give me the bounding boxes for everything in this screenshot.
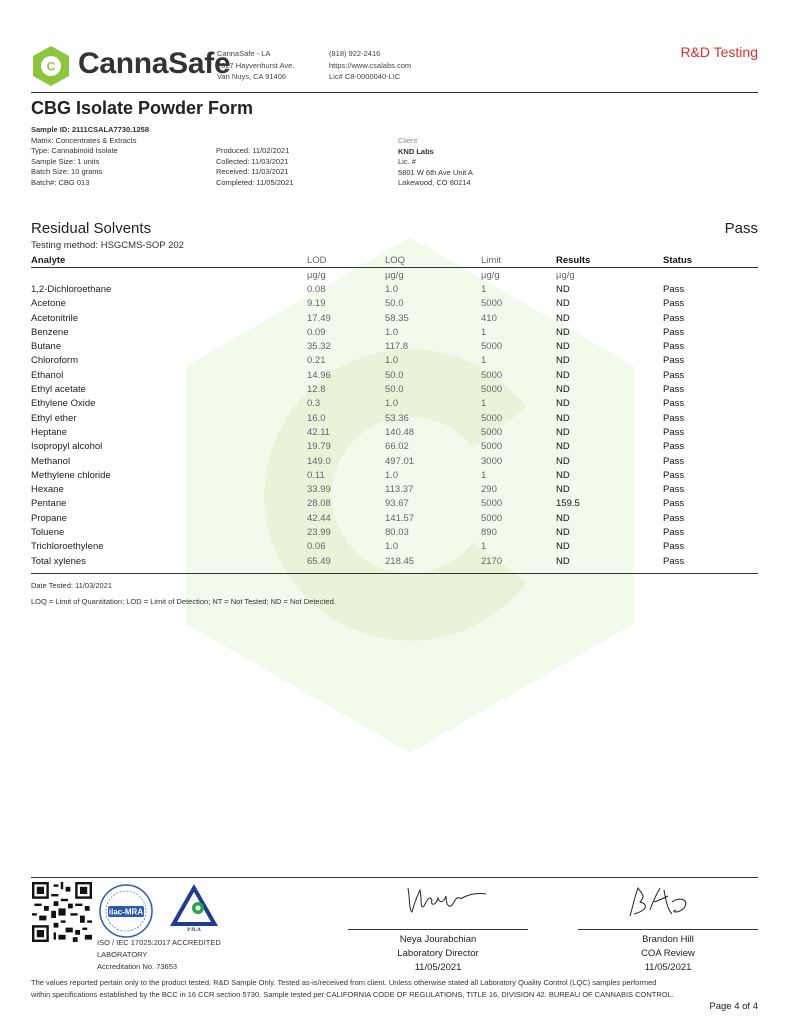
cell-limit: 5000 bbox=[481, 498, 503, 510]
lab-license: Lic# C8-0000040-LIC bbox=[329, 72, 401, 81]
cell-lod: 17.49 bbox=[307, 312, 331, 324]
abbreviation-legend: LOQ = Limit of Quantitation; LOD = Limit of Detection; NT = Not Tested; ND = Not Detected. bbox=[31, 597, 336, 606]
cell-lod: 35.32 bbox=[307, 341, 331, 353]
cell-loq: 58.35 bbox=[385, 312, 409, 324]
cell-analyte: Heptane bbox=[31, 426, 67, 438]
cell-limit: 1 bbox=[481, 355, 487, 367]
disclaimer bbox=[31, 977, 761, 1000]
cell-analyte: Methanol bbox=[31, 455, 71, 467]
ilac-mra-seal-icon bbox=[98, 883, 154, 939]
client-license: Lic. # bbox=[398, 157, 416, 166]
cell-limit: 890 bbox=[481, 526, 497, 538]
signatory-2-date: 11/05/2021 bbox=[644, 962, 692, 973]
cell-status: Pass bbox=[663, 426, 685, 438]
cell-limit: 290 bbox=[481, 484, 497, 496]
cell-status: Pass bbox=[663, 526, 685, 538]
table-row bbox=[31, 368, 758, 382]
cell-lod: 33.99 bbox=[307, 484, 331, 496]
col-loq: LOQ bbox=[385, 253, 481, 268]
sample-size: Sample Size: 1 units bbox=[31, 156, 100, 166]
lab-city: Van Nuys, CA 91406 bbox=[217, 72, 287, 81]
cell-analyte: Butane bbox=[31, 341, 62, 353]
cell-status: Pass bbox=[663, 555, 685, 567]
cell-loq: 93.67 bbox=[385, 498, 409, 510]
client-name: KND Labs bbox=[398, 146, 434, 156]
cell-limit: 1 bbox=[481, 469, 487, 481]
cell-lod: 0.06 bbox=[307, 541, 326, 553]
cell-status: Pass bbox=[663, 326, 685, 338]
logo-letter: C bbox=[46, 59, 56, 74]
lab-phone: (818) 922-2416 bbox=[329, 49, 381, 58]
cell-result: ND bbox=[556, 369, 570, 381]
cell-status: Pass bbox=[663, 512, 685, 524]
cell-status: Pass bbox=[663, 298, 685, 310]
lab-street: 7027 Hayvenhurst Ave. bbox=[217, 60, 295, 70]
cell-lod: 12.8 bbox=[307, 384, 326, 396]
cell-status: Pass bbox=[663, 412, 685, 424]
cell-loq: 113.37 bbox=[385, 484, 414, 496]
cell-result: ND bbox=[556, 398, 570, 410]
cell-lod: 19.79 bbox=[307, 441, 331, 453]
cell-result: 159.5 bbox=[556, 498, 580, 510]
header-divider bbox=[31, 92, 758, 93]
cell-status: Pass bbox=[663, 283, 685, 295]
cell-status: Pass bbox=[663, 341, 685, 353]
sample-matrix: Matrix: Concentrates & Extracts bbox=[31, 135, 137, 145]
col-lod: LOD bbox=[307, 253, 385, 268]
table-row bbox=[31, 397, 758, 411]
cell-loq: 1.0 bbox=[385, 283, 399, 295]
cell-analyte: Methylene chloride bbox=[31, 469, 111, 481]
cell-limit: 5000 bbox=[481, 412, 503, 424]
cell-analyte: Acetonitrile bbox=[31, 312, 78, 324]
cell-limit: 5000 bbox=[481, 384, 503, 396]
client-info bbox=[398, 136, 473, 189]
signature-line-2 bbox=[578, 929, 758, 930]
date-received: Received: 11/03/2021 bbox=[216, 167, 289, 176]
col-status: Status bbox=[663, 253, 758, 268]
cell-limit: 5000 bbox=[481, 426, 503, 438]
cell-result: ND bbox=[556, 484, 570, 496]
footer-divider bbox=[31, 877, 758, 878]
cell-analyte: Toluene bbox=[31, 526, 65, 538]
table-bottom-divider bbox=[31, 573, 758, 574]
cell-lod: 0.21 bbox=[307, 355, 326, 367]
lab-contact bbox=[329, 48, 411, 83]
qr-code-icon[interactable] bbox=[32, 882, 92, 942]
cell-result: ND bbox=[556, 441, 570, 453]
cell-limit: 5000 bbox=[481, 512, 503, 524]
cell-loq: 50.0 bbox=[385, 298, 404, 310]
cell-result: ND bbox=[556, 526, 570, 538]
cell-limit: 1 bbox=[481, 283, 487, 295]
accreditation-line3: Accreditation No. 73653 bbox=[97, 962, 178, 971]
cell-loq: 218.45 bbox=[385, 555, 415, 567]
cell-loq: 1.0 bbox=[385, 326, 399, 338]
cell-loq: 66.02 bbox=[385, 441, 409, 453]
cell-result: ND bbox=[556, 412, 570, 424]
cell-analyte: Propane bbox=[31, 512, 67, 524]
cell-analyte: Ethyl ether bbox=[31, 412, 77, 424]
cell-limit: 3000 bbox=[481, 455, 503, 467]
signatory-1-date: 11/05/2021 bbox=[414, 962, 462, 973]
cannasafe-logo-icon bbox=[31, 45, 71, 87]
cell-loq: 140.48 bbox=[385, 426, 415, 438]
unit-results: µg/g bbox=[556, 269, 575, 281]
disclaimer-line2: within specifications established by the BCC in 16 CCR section 5730. Sample tested per CALIFORNIA CODE OF REGULATIONS, TITLE 16, DIVISION 42. BUREAU OF CANNABIS CONTROL. bbox=[31, 989, 674, 999]
cell-lod: 16.0 bbox=[307, 412, 326, 424]
cell-limit: 1 bbox=[481, 398, 487, 410]
table-row bbox=[31, 440, 758, 454]
col-results: Results bbox=[556, 253, 663, 268]
signatory-1 bbox=[348, 933, 528, 975]
cell-limit: 1 bbox=[481, 326, 487, 338]
sample-id: Sample ID: 2111CSALA7730.1258 bbox=[31, 125, 149, 134]
cell-lod: 0.08 bbox=[307, 283, 326, 295]
cell-lod: 42.11 bbox=[307, 426, 331, 438]
cell-analyte: Benzene bbox=[31, 326, 69, 338]
cell-analyte: Pentane bbox=[31, 498, 67, 510]
table-row bbox=[31, 411, 758, 425]
cell-status: Pass bbox=[663, 355, 685, 367]
sample-type: Type: Cannabinoid Isolate bbox=[31, 146, 118, 155]
accreditation-line2: LABORATORY bbox=[97, 950, 148, 959]
signatory-2 bbox=[578, 933, 758, 975]
cell-status: Pass bbox=[663, 455, 685, 467]
sample-info bbox=[31, 125, 149, 188]
cell-loq: 497.01 bbox=[385, 455, 415, 467]
cell-limit: 410 bbox=[481, 312, 497, 324]
signatory-1-title: Laboratory Director bbox=[397, 948, 479, 959]
cell-limit: 5000 bbox=[481, 369, 503, 381]
table-row bbox=[31, 540, 758, 554]
cell-status: Pass bbox=[663, 441, 685, 453]
table-row bbox=[31, 325, 758, 339]
table-row bbox=[31, 511, 758, 525]
signature-neya-jourabchian bbox=[400, 880, 490, 922]
cell-loq: 141.57 bbox=[385, 512, 415, 524]
table-row bbox=[31, 354, 758, 368]
cell-analyte: Acetone bbox=[31, 298, 66, 310]
date-tested: Date Tested: 11/03/2021 bbox=[31, 581, 113, 590]
table-row bbox=[31, 382, 758, 396]
signatory-2-title: COA Review bbox=[641, 948, 695, 959]
client-city: Lakewood, CO 80214 bbox=[398, 178, 471, 187]
cell-lod: 149.0 bbox=[307, 455, 331, 467]
section-title: Residual Solvents bbox=[31, 220, 152, 237]
disclaimer-line1: The values reported pertain only to the product tested. R&D Sample Only. Tested as-is/received from client. Unless otherwise stated all Laboratory Quality Control (LQC) samples performed bbox=[31, 978, 657, 987]
cell-status: Pass bbox=[663, 369, 685, 381]
cell-result: ND bbox=[556, 283, 570, 295]
cell-loq: 50.0 bbox=[385, 369, 404, 381]
cell-result: ND bbox=[556, 426, 570, 438]
lab-address bbox=[217, 48, 294, 83]
units-row bbox=[31, 268, 758, 283]
cell-loq: 1.0 bbox=[385, 398, 399, 410]
cell-result: ND bbox=[556, 355, 570, 367]
cell-result: ND bbox=[556, 555, 570, 567]
cell-lod: 42.44 bbox=[307, 512, 331, 524]
cell-result: ND bbox=[556, 541, 570, 553]
cell-analyte: Ethylene Oxide bbox=[31, 398, 96, 410]
cell-status: Pass bbox=[663, 384, 685, 396]
cell-limit: 2170 bbox=[481, 555, 503, 567]
pjla-text: PJLA bbox=[187, 927, 201, 932]
page-number: Page 4 of 4 bbox=[709, 1001, 758, 1012]
cell-analyte: Ethanol bbox=[31, 369, 64, 381]
cell-result: ND bbox=[556, 312, 570, 324]
cell-limit: 1 bbox=[481, 541, 487, 553]
cell-analyte: Total xylenes bbox=[31, 555, 86, 567]
cell-limit: 5000 bbox=[481, 298, 503, 310]
cell-lod: 9.19 bbox=[307, 298, 326, 310]
date-produced: Produced: 11/02/2021 bbox=[216, 146, 290, 155]
cell-loq: 50.0 bbox=[385, 384, 404, 396]
testing-method: Testing method: HSGCMS-SOP 202 bbox=[31, 240, 184, 251]
cell-result: ND bbox=[556, 455, 570, 467]
pjla-logo-icon bbox=[168, 882, 220, 932]
cell-result: ND bbox=[556, 384, 570, 396]
date-completed: Completed: 11/05/2021 bbox=[216, 177, 294, 187]
cell-result: ND bbox=[556, 298, 570, 310]
cell-lod: 0.11 bbox=[307, 469, 325, 481]
client-street: 5801 W 6th Ave Unit A bbox=[398, 167, 473, 177]
residual-solvents-table bbox=[31, 253, 758, 568]
cell-loq: 53.36 bbox=[385, 412, 409, 424]
accreditation-text bbox=[97, 937, 221, 973]
client-label: Client bbox=[398, 136, 418, 145]
cell-limit: 5000 bbox=[481, 341, 503, 353]
col-limit: Limit bbox=[481, 253, 556, 268]
cell-status: Pass bbox=[663, 484, 685, 496]
unit-lod: µg/g bbox=[307, 269, 326, 281]
cell-limit: 5000 bbox=[481, 441, 503, 453]
table-row bbox=[31, 282, 758, 296]
sample-dates bbox=[216, 146, 293, 188]
cell-lod: 28.08 bbox=[307, 498, 331, 510]
signatory-1-name: Neya Jourabchian bbox=[399, 934, 477, 945]
sample-batch: Batch#: CBG 013 bbox=[31, 177, 90, 187]
table-row bbox=[31, 339, 758, 353]
cell-analyte: Hexane bbox=[31, 484, 64, 496]
signatory-2-name: Brandon Hill bbox=[642, 934, 694, 945]
lab-website[interactable]: https://www.csalabs.com bbox=[329, 60, 412, 70]
cell-result: ND bbox=[556, 326, 570, 338]
ilac-text: ilac-MRA bbox=[108, 907, 144, 917]
cell-status: Pass bbox=[663, 312, 685, 324]
accreditation-line1: ISO / IEC 17025:2017 ACCREDITED bbox=[97, 938, 221, 947]
table-header-row bbox=[31, 253, 758, 268]
cell-lod: 14.96 bbox=[307, 369, 331, 381]
cell-result: ND bbox=[556, 512, 570, 524]
signature-brandon-hill bbox=[620, 880, 700, 922]
cell-status: Pass bbox=[663, 469, 685, 481]
table-row bbox=[31, 311, 758, 325]
unit-limit: µg/g bbox=[481, 269, 500, 281]
sample-batch-size: Batch Size: 10 grams bbox=[31, 167, 103, 176]
table-row bbox=[31, 482, 758, 496]
table-row bbox=[31, 554, 758, 568]
lab-name: CannaSafe - LA bbox=[217, 49, 271, 58]
cell-analyte: Isopropyl alcohol bbox=[31, 441, 103, 453]
cell-lod: 23.99 bbox=[307, 526, 331, 538]
cell-loq: 1.0 bbox=[385, 541, 399, 553]
signature-line-1 bbox=[348, 929, 528, 930]
table-row bbox=[31, 497, 758, 511]
cell-lod: 0.09 bbox=[307, 326, 326, 338]
section-result: Pass bbox=[724, 220, 758, 237]
cell-loq: 117.8 bbox=[385, 341, 409, 353]
cell-lod: 65.49 bbox=[307, 555, 331, 567]
table-row bbox=[31, 468, 758, 482]
page-title: CBG Isolate Powder Form bbox=[31, 98, 254, 118]
table-row bbox=[31, 454, 758, 468]
cell-status: Pass bbox=[663, 398, 685, 410]
table-row bbox=[31, 425, 758, 439]
cell-loq: 1.0 bbox=[385, 355, 399, 367]
col-analyte: Analyte bbox=[31, 253, 307, 268]
cell-analyte: Chloroform bbox=[31, 355, 78, 367]
cell-analyte: Ethyl acetate bbox=[31, 384, 86, 396]
test-type-label: R&D Testing bbox=[680, 44, 758, 60]
cell-analyte: 1,2-Dichloroethane bbox=[31, 283, 112, 295]
cell-loq: 80.03 bbox=[385, 526, 409, 538]
cell-result: ND bbox=[556, 341, 570, 353]
cell-analyte: Trichloroethylene bbox=[31, 541, 104, 553]
unit-loq: µg/g bbox=[385, 269, 404, 281]
table-row bbox=[31, 297, 758, 311]
cell-loq: 1.0 bbox=[385, 469, 399, 481]
cell-status: Pass bbox=[663, 498, 685, 510]
brand-name: CannaSafe bbox=[78, 47, 231, 80]
date-collected: Collected: 11/03/2021 bbox=[216, 156, 289, 166]
cell-lod: 0.3 bbox=[307, 398, 321, 410]
table-row bbox=[31, 525, 758, 539]
cell-result: ND bbox=[556, 469, 570, 481]
cell-status: Pass bbox=[663, 541, 685, 553]
